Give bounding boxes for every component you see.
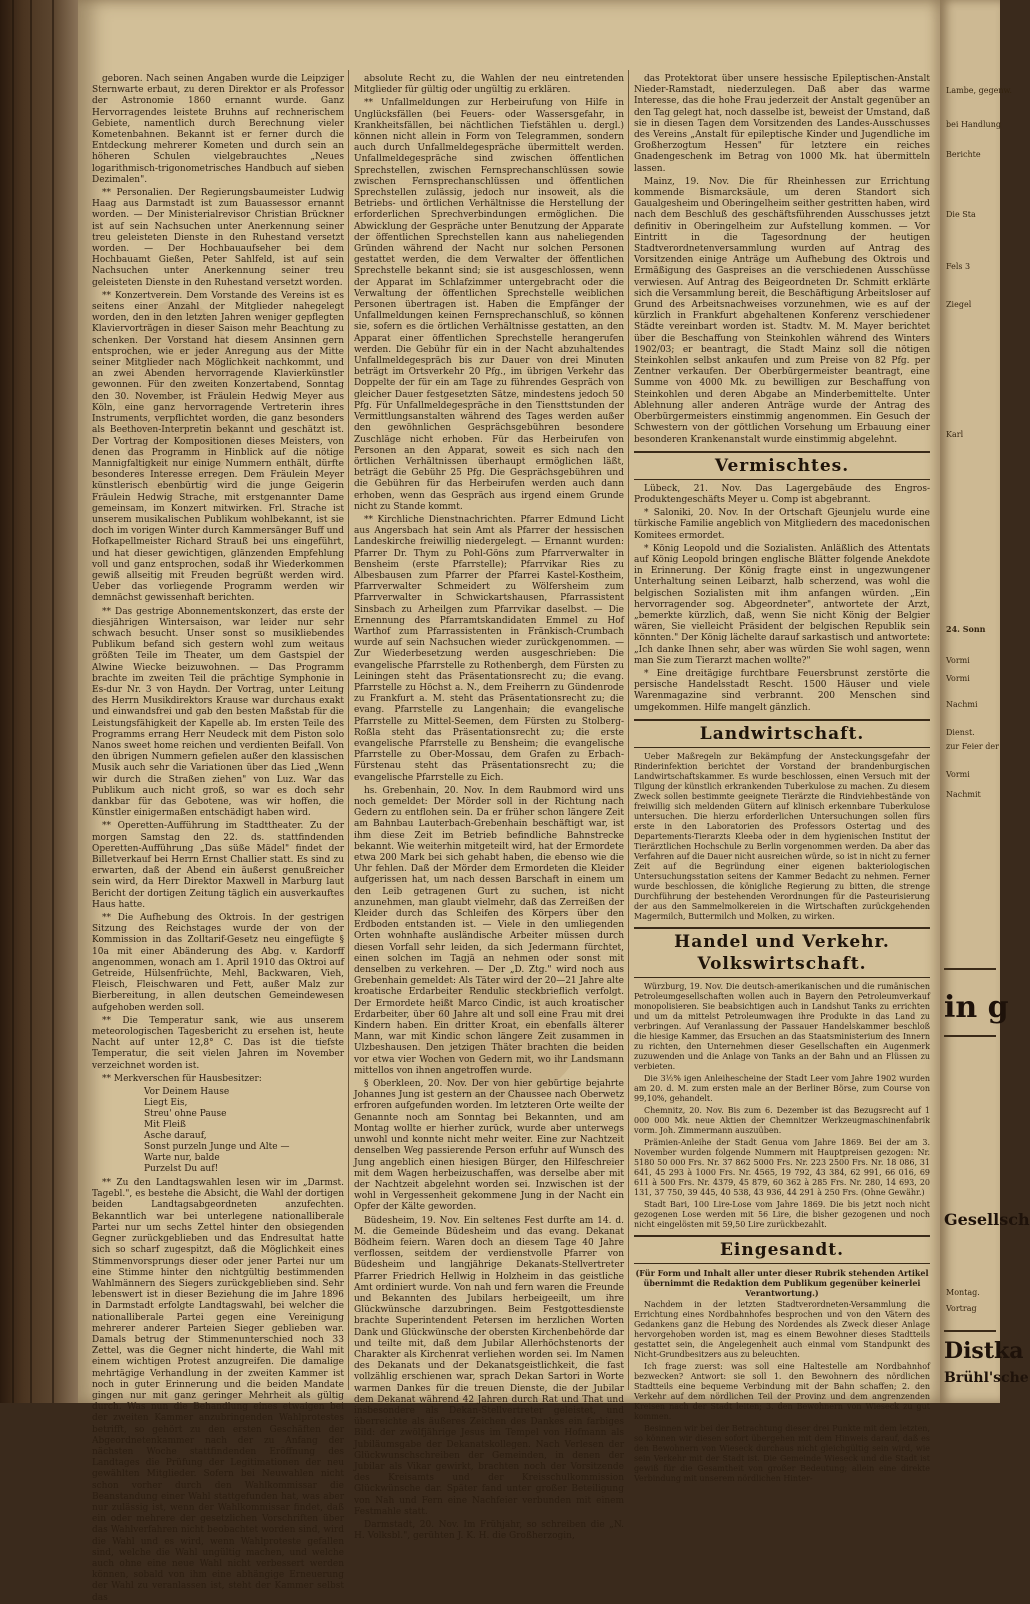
edge-heading: Distka — [944, 1338, 1024, 1364]
section-heading-handel: Handel und Verkehr. Volkswirtschaft. — [634, 927, 930, 978]
article-rinderinfektion: Ueber Maßregeln zur Bekämpfung der Ansteckungsgefahr der Rinderinfektion berichtet der Vorstand der brandenburgischen Landwirtschaftskammer. Es wurde beschlossen, einen Versuch mit der Tilgung der künstlich erkrankenden Tuberkulose zu machen. Zu diesem Zweck sollen bestimmte geeignete Tierärzte die Rindviehbestände von freiwillig sich meldenden Gütern auf klinisch erkennbare Tuberkulose untersuchen. Die hierzu erforderlichen Untersuchungen sollen fürs erste in den Laboratorien des Professors Ostertag und des Departements-Tierarzts Kleeba oder in dem hygienischen Institut der Tierärztlichen Hochschule zu Berlin vorgenommen werden. Da aber das Verfahren auf die Dauer nicht ausreichen würde, so ist in nicht zu ferner Zeit auf die Begründung einer eigenen bakteriologischen Untersuchungsstation seitens der Kammer Bedacht zu nehmen. Ferner wurde beschlossen, die königliche Regierung zu bitten, die strenge Durchführung der bestehenden Verordnungen für die Pasteurisierung der aus den Sammelmolkereien in die Wirtschaften zurückgehenden Magermilch, Buttermilch und Molken, zu wirken. — [634, 751, 931, 921]
article-feuersbrunst: * Eine dreitägige furchtbare Feuersbrunst zerstörte die persische Handelsstadt Rescht. 1500 Häuser und viele Warenmagazine sind verbrannt. 200 Menschen sind umgekommen. Hilfe mangelt gänzlich. — [634, 668, 930, 713]
article-grebenhain: hs. Grebenhain, 20. Nov. In dem Raubmord wird uns noch gemeldet: Der Mörder soll in der Richtung nach Gedern zu entflohen sein. Da er früher schon längere Zeit am Bahnbau Lauterbach-Grebenhain beschäftigt war, ist ihm diese Zeit im Betrieb befindliche Bahnstrecke bekannt. Wie weiterhin mitgeteilt wird, hat der Ermordete etwa 200 Mark bei sich gehabt haben, die ebenso wie die Uhr fehlen. Daß der Mörder dem Ermordeten die Kleider aufgerissen hat, um nach dessen Barschaft in einem um den Leib getragenen Gurt zu suchen, ist nicht anzunehmen, man glaubt vielmehr, daß das Zerreißen der Kleider durch das Schleifen des Körpers über den Erdboden entstanden ist. — Viele in den umliegenden Orten wohnhafte ausländische Arbeiter müssen durch diesen Vorfall sehr leiden, da sich Jedermann fürchtet, einen solchen im Tagjä an nehmen oder sonst mit denselben zu verkehren. — Der „D. Ztg." wird noch aus Grebenhain gemeldet: Als Täter wird der 20—21 Jahre alte kroatische Erdarbeiter Rendulic steckbrieflich verfolgt. Der Ermordete heißt Marco Cindic, ist auch kroatischer Erdarbeiter, über 60 Jahre alt und soll eine Frau mit drei Kindern haben. Ein dritter Kroat, ein ebenfalls älterer Mann, war mit Kindic schon längere Zeit zusammen in Ulzbeshausen. Den jetzigen Thäter brachten die beiden vor etwa vier Wochen von Gedern mit, wo ihr Landsmann mittellos von ihnen angetroffen wurde. — [354, 785, 624, 1076]
poem-line: Purzelst Du auf! — [144, 1164, 219, 1175]
column-rule — [628, 70, 629, 1390]
edge-rule — [944, 1035, 996, 1037]
edge-rule — [944, 968, 996, 970]
edge-text: 24. Sonn — [946, 624, 986, 634]
article-merkverschen: ** Merkverschen für Hausbesitzer: — [102, 1073, 262, 1084]
adjacent-page-edge — [940, 0, 1030, 1403]
article-personalien: ** Personalien. Der Regierungsbaumeister Ludwig Haag aus Darmstadt ist zum Bauassessor ernannt worden. — Der Ministerialrevisor Christian Brückner ist auf sein Nachsuchen unter Anerkennung seiner treu geleisteten Dienste in den Ruhestand versetzt worden. — Der Hochbauaufseher bei dem Hochbauamt Gießen, Peter Sahlfeld, ist auf sein Nachsuchen unter Anerkennung seiner treu geleisteten Dienste in den Ruhestand versetzt worden. — [92, 188, 344, 288]
section-heading-landwirtschaft: Landwirtschaft. — [634, 719, 930, 748]
article-darmstadt: Darmstadt, 20. Nov. Im Frühjahr, so schreiben die „N. H. Volksbl.", gerühten J. K. H. die Großherzogin, — [354, 1520, 624, 1542]
edge-text: Berichte — [946, 150, 981, 159]
article-nordbahnhof-1: Nachdem in der letzten Stadtverordneten-Versammlung die Errichtung eines Nordbahnhofes besprochen und von den Vätern des Gedankens ganz die Hebung des Nordendes als Zweck dieser Anlage hervorgehoben worden ist, mag es einem Bewohner dieses Stadtteils gestattet sein, die Angelegenheit auch einmal vom Standpunkt des Nicht-Grundbesitzers aus zu beleuchten. — [634, 1299, 930, 1359]
article-kirchliche-dienstnachrichten: ** Kirchliche Dienstnachrichten. Pfarrer Edmund Licht aus Angersbach hat sein Amt als Pfarrer der hessischen Landeskirche freiwillig niedergelegt. — Ernannt wurden: Pfarrer Dr. Thym zu Pohl-Göns zum Pfarrverwalter in Bensheim (erste Pfarrstelle); Pfarrvikar Ries zu Albesbausen zum Pfarrer der Pfarrei Kastel-Kostheim, Pfarrverwalter Schmeidert zu Wölfersheim zum Pfarrverwalter in Schwickartshausen, Pfarrassistent Sinsbach zu Arheilgen zum Pfarrvikar daselbst. — Die Ernennung des Pfarramtskandidaten Emmel zu Hof Warthof zum Pfarrassistenten in Fränkisch-Crumbach wurde auf sein Nachsuchen wieder zurückgenommen. — Zur Wiederbesetzung werden ausgeschrieben: Die evangelische Pfarrstelle zu Rothenbergh, dem Fürsten zu Leiningen steht das Präsentationsrecht zu; die evang. Pfarrstelle zu Höchst a. N., dem Freiherrn zu Gündenrode zu Frankfurt a. M. steht das Präsentationsrecht zu; die evang. Pfarrstelle zu Langenhain; die evangelische Pfarrstelle zu Mittel-Seemen, dem Fürsten zu Stolberg-Roßla steht das Präsentationsrecht zu; die erste evangelische Pfarrstelle zu Bensheim; die evangelische Pfarrstelle zu Ober-Mossau, dem Grafen zu Erbach-Fürstenau steht das Präsentationsrecht zu; die evangelische Pfarrstelle zu Eich. — [354, 514, 624, 783]
newspaper-page — [78, 0, 940, 1603]
article-anleihescheine-leer: Die 3½% igen Anleihescheine der Stadt Leer vom Jahre 1902 wurden am 20. d. M. zum ersten male an der Berliner Börse, zum Course von 99,10%, gehandelt. — [634, 1073, 930, 1103]
article-temperatur: ** Die Temperatur sank, wie aus unserem meteorologischen Tagesbericht zu ersehen ist, heute Nacht auf unter 12,8° C. Das ist die tiefste Temperatur, die seit vielen Jahren im November verzeichnet worden ist. — [92, 1015, 344, 1071]
article-bruhns-ending: geboren. Nach seinen Angaben wurde die Leipziger Sternwarte erbaut, zu deren Direktor er als Professor der Astronomie 1860 ernannt wurde. Ganz Hervorragendes leistete Bruhns auf rechnerischem Gebiete, namentlich durch Berechnung vieler Kometenbahnen. Bekannt ist er ferner durch die Entdeckung mehrerer Kometen und durch sein an höheren Schulen vielgebrauchtes „Neues logarithmisch-trigonometrisches Handbuch auf sieben Dezimalen". — [92, 74, 344, 185]
article-wuerzburg: Würzburg, 19. Nov. Die deutsch-amerikanischen und die rumänischen Petroleumgesellschaften wollen auch in Bayern den Petroleumverkauf monopolisieren. Sie beabsichtigen auch in Landshut Tanks zu errichten und um da mittelst Petroleumwagen ihre Produkte in das Land zu verbringen. Auf Veranlassung der Passauer Handelskammer beschloß die hiesige Kammer, das Ersuchen an das Staatsministerium des Innern zu richten, den Unternehmen dieser Gesellschaften ein Augenmerk zuzuwenden und die Anlage von Tanks an der Bahn und an Flüssen zu verbieten. — [634, 981, 930, 1071]
article-oktrois: ** Die Aufhebung des Oktrois. In der gestrigen Sitzung des Reichstages wurde der von der Kommission in das Zolltarif-Gesetz neu eingefügte § 10a mit einer Abänderung des Abg. v. Kardorff angenommen, wonach am 1. April 1910 das Oktroi auf Getreide, Hülsenfrüchte, Mehl, Backwaren, Vieh, Fleisch, Fleischwaren und Fett, außer Malz zur Bierbereitung, in allen deutschen Gemeindewesen aufgehoben werden soll. — [92, 913, 344, 1013]
article-konzertverein: ** Konzertverein. Dem Vorstande des Vereins ist es seitens einer Anzahl der Mitglieder nahegelegt worden, den in den letzten Jahren weniger gepflegten Klaviervorträgen in dieser Saison mehr Beachtung zu schenken. Der Vorstand hat diesem Ansinnen gern entsprochen, wie er jeder Anregung aus der Mitte seiner Mitglieder nach Möglichkeit nachkommt, und an zwei Abenden hervorragende Klavierkünstler gewonnen. Für den zweiten Konzertabend, Sonntag den 30. November, ist Fräulein Hedwig Meyer aus Köln, eine ganz hervorragende Vertreterin ihres Instruments, verpflichtet worden, die ganz besonders als Beethoven-Interpretin bekannt und geschätzt ist. Der Vortrag der Kompositionen dieses Meisters, von denen das Programm in Hinblick auf die nötige Mannigfaltigkeit nur einige Nummern enthält, dürfte besonderes Interesse erregen. Dem Fräulein Meyer künstlerisch ebenbürtig wird die junge Geigerin Fräulein Hedwig Strache, mit erstgenannter Dame gemeinsam, im Konzert mitwirken. Frl. Strache ist unserem musikalischen Publikum wohlbekannt, ist sie doch im vorigen Winter durch Kammersänger Buff und Hofkapellmeister Richard Strauß bei uns eingeführt, und hat dieser gewichtigen, glänzenden Empfehlung voll und ganz entsprochen, sodaß ihr Wiederkommen gewiß allseitig mit Freuden begrüßt werden wird. Ueber das vorliegende Programm werden wir demnächst gewissenhaft berichten. — [92, 290, 344, 604]
article-nordbahnhof-3: Besinnen wir bei der Betrachtung dieser drei Punkte mit dem letzten, so können wir diesen sofort übergehen mit dem Hinweis darauf, daß es den Bewohnern von Wieseck durchaus nicht gleichgültig sein wird, wie sein Verkehr mit der Stadt ist. Die Gemeinde Wieseck und die Stadt ist gewiß für die Gesamtheit von großer Bedeutung; allein eine direkte Verbindung mit unserem nördlichen Hinter- — [634, 1423, 930, 1483]
poem-line: Liegt Eis, — [144, 1098, 188, 1109]
article-abonnementskonzert: ** Das gestrige Abonnementskonzert, das erste der diesjährigen Wintersaison, war leider nur sehr schwach besucht. Unser sonst so musikliebendes Publikum befand sich gestern wohl zum weitaus größten Teile im Theater, um dem Gastspiel der Alwine Wiecke beizuwohnen. — Das Programm brachte im zweiten Teil die prächtige Symphonie in Es-dur Nr. 3 von Haydn. Der Vortrag, unter Leitung des Herrn Musikdirektors Krause war durchaus exakt und einwandsfrei und gab den besten Maßstab für die Leistungsfähigkeit der Kapelle ab. Im ersten Teile des Programms errang Herr Neudeck mit dem Piston solo Nanos sweet home reichen und verdienten Beifall. Von den übrigen Nummern gefielen außer den klassischen Musik auch sehr die Variationen über das Lied „Wenn wir durch die Straßen ziehen" von Luz. War das Publikum auch nicht groß, so war es doch sehr dankbar für das Gebotene, was wir hoffen, die Künstler einigermaßen entschädigt haben wird. — [92, 606, 344, 819]
poem-line: Mit Fleiß — [144, 1120, 186, 1131]
edge-text: Nachmit — [946, 790, 981, 799]
poem-line: Vor Deinem Hause — [144, 1087, 230, 1098]
article-unfallmeldungen: ** Unfallmeldungen zur Herbeirufung von Hilfe in Unglücksfällen (bei Feuers- oder Wassersgefahr, in Krankheitsfällen, bei nächtlichen Tiefstählen u. dergl.) können nicht allein in Form von Telegrammen, sondern auch durch Unfallmeldegespräche übermittelt werden. Unfallmeldegespräche sind zwischen öffentlichen Sprechstellen, zwischen Fernsprechanschlüssen sowie zwischen Fernsprechanschlüssen und öffentlichen Sprechstellen zulässig, jedoch nur insoweit, als die Betriebs- und örtlichen Verhältnisse die Herstellung der erforderlichen Sprechverbindungen ermöglichen. Die Abwicklung der Gespräche unter Benutzung der Apparate der öffentlichen Sprechstellen kann aus naheliegenden Gründen während der Nacht nur solchen Personen gestattet werden, die dem Verwalter der öffentlichen Sprechstelle bekannt sind; sie ist ausgeschlossen, wenn der Apparat im Schlafzimmer untergebracht oder die Verwaltung der öffentlichen Sprechstelle weiblichen Personen übertragen ist. Haben die Empfänger der Unfallmeldungen keinen Fernsprechanschluß, so können sie, sofern es die örtlichen Verhältnisse gestatten, an den Apparat einer öffentlichen Sprechstelle herangerufen werden. Die Gebühr für ein in der Nacht abzuhaltendes Unfallmeldegespräch bis zur Dauer von drei Minuten beträgt im Ortsverkehr 20 Pfg., im übrigen Verkehr das Doppelte der für ein am Tage zu führendes Gespräch von gleicher Dauer festgesetzten Sätze, mindestens jedoch 50 Pfg. Für Unfallmeldegespräche in den Tiensttstunden der Vermittlungsanstalten während des Tages werden außer den gewöhnlichen Gesprächsgebühren besondere Zuschläge nicht erhoben. Für das Herbeirufen von Personen an den Apparat, soweit es sich nach den örtlichen Verhältnissen überhaupt ermöglichen läßt, beträgt die Gebühr 25 Pfg. Die Gesprächsgebühren und die Gebühren für das Herbeirufen werden auch dann erhoben, wenn das Gespräch aus irgend einem Grunde nicht zu Stande kommt. — [354, 98, 624, 512]
edge-text: bei Handlung — [946, 120, 1001, 129]
edge-text: Vormi — [946, 674, 970, 683]
article-nordbahnhof-2: Ich frage zuerst: was soll eine Haltestelle am Nordbahnhof bezwecken? Antwort: sie soll 1. den Bewohnern des nördlichen Stadtteils eine bequeme Verbindung mit der Bahn schaffen; 2. den Verkehr auf dem nördlichen Teil der Provinz und dem angrenzenden Kreisen nach der Stadt leiten; 3. den Bewohnern von Wieseck zu gut kommen. — [634, 1361, 930, 1421]
article-luebeck: Lübeck, 21. Nov. Das Lagergebäude des Engros-Produktengeschäfts Meyer u. Comp ist abgebrannt. — [634, 483, 930, 505]
edge-text: Karl — [946, 430, 964, 439]
edge-text: Vormi — [946, 770, 970, 779]
column-3 — [634, 74, 931, 1483]
article-wahlen-ending: absolute Recht zu, die Wahlen der neu eintretenden Mitglieder für gültig oder ungültig zu erklären. — [354, 74, 624, 96]
article-operetten: ** Operetten-Aufführung im Stadttheater. Zu der morgen Samstag den 22. ds. stattfindenden Operetten-Aufführung „Das süße Mädel" findet der Billetverkauf bei Herrn Ernst Challier statt. Es sind zu erwarten, daß der Abend ein äußerst genußreicher sein wird, da Herr Direktor Maxwell in Marburg laut Bericht der dortigen Zeitung täglich ein ausverkauftes Haus hatte. — [92, 821, 344, 910]
book-binding — [0, 0, 78, 1403]
edge-text: Montag. — [946, 1288, 980, 1297]
article-protektorat: das Protektorat über unsere hessische Epileptischen-Anstalt Nieder-Ramstadt, niederzulegen. Daß aber das warme Interesse, das die hohe Frau jederzeit der Anstalt gegenüber an den Tag gelegt hat, noch dasselbe ist, beweist der Umstand, daß sie in diesen Tagen dem Vorsitzenden des Landes-Ausschusses des Vereins „Anstalt für epileptische Kinder und Jugendliche im Großherzogtum Hessen" für letztere ein reiches Gnadengeschenk im Betrag von 1000 Mk. hat übermitteln lassen. — [634, 74, 930, 174]
poem-line: Sonst purzeln Junge und Alte — — [144, 1142, 290, 1153]
edge-heading: Gesellsch — [944, 1210, 1030, 1229]
column-rule — [348, 70, 349, 1390]
article-mainz: Mainz, 19. Nov. Die für Rheinhessen zur Errichtung kommende Bismarcksäule, um deren Standort sich Gaualgesheim und Oberingelheim seither gestritten haben, wird nach dem Beschluß des geschäftsführenden Ausschusses jetzt definitiv in Oberingelheim zur Aufstellung kommen. — Vor Eintritt in die Tagesordnung der heutigen Stadtverordnetenversammlung wurden auf Antrag des Vorsitzenden einige Anträge um Aufhebung des Oktrois und Ermäßigung des Gaspreises an die verschiedenen Ausschüsse verwiesen. Auf Antrag des Beigeordneten Dr. Schmitt erklärte sich die Versammlung bereit, die Beschäftigung Arbeitsloser auf Grund des Arbeitsnachweises vorzunehmen, wie es auf der kürzlich in Frankfurt abgehaltenen Konferenz verschiedener Städte vereinbart worden ist. Stadtv. M. M. Mayer berichtet über die Beschaffung von Steinkohlen während des Winters 1902/03; er beantragt, die Stadt Mainz soll die nötigen Steinkohlen selbst ankaufen und zum Preise von 82 Pfg. per Zentner verkaufen. Der Oberbürgermeister beantragt, eine Summe von 4000 Mk. zu bewilligen zur Beschaffung von Steinkohlen und deren Abgabe an Minderbemittelte. Unter Ablehnung aller anderen Anträge wurde der Antrag des Oberbürgermeisters einstimmig angenommen. Ein Gesuch der Schwestern von der göttlichen Vorsehung um Erbauung einer besonderen Krankenanstalt wurde einstimmig abgelehnt. — [634, 176, 930, 445]
eingesandt-disclaimer: (Für Form und Inhalt aller unter dieser Rubrik stehenden Artikel übernimmt die Redaktion dem Publikum gegenüber keinerlei Verantwortung.) — [635, 1267, 929, 1298]
article-chemnitz: Chemnitz, 20. Nov. Bis zum 6. Dezember ist das Bezugsrecht auf 1 000 000 Mk. neue Aktien der Chemnitzer Werkzeugmaschinenfabrik vorm. Joh. Zimmermann auszuüben. — [634, 1105, 930, 1135]
edge-text: Die Sta — [946, 210, 976, 219]
article-landtagswahlen: ** Zu den Landtagswahlen lesen wir im „Darmst. Tagebl.", es bestehe die Absicht, die Wahl der dortigen beiden Landtagsabgeordneten anzufechten. Bekanntlich war bei unterlegene nationalliberale Partei nur um sechs Zettel hinter den obsiegenden Gegner zurückgeblieben und das Endresultat hatte sich so scharf zugespitzt, daß die Möglichkeit eines Stimmenvorsprungs dieser oder jener Partei nur um eine Stimme hinter den nichtgültig bestimmenden Wahlmännern des Siegers zurückgeblieben sind. Sehr lebenswert ist in dieser Beziehung die im Jahre 1896 in Darmstadt erfolgte Landtagswahl, bei welcher die nationalliberale Partei gegen eine Vereinigung mehrerer anderer Parteien Sieger geblieben war. Damals betrug der Stimmenunterschied noch 33 Zettel, was die Gegner nicht hinderte, die Wahl mit einem wichtigen Protest anzugreifen. Die damalige mehrtägige Verhandlung in der zweiten Kammer ist noch in guter Erinnerung und die beiden Mandate gingen nur mit ganz geringer Mehrheit als gültig durch. Was nun die Behandlung eines etwaigen bei der zweiten Kammer anzubringenden Wahlprotestes betrifft, so gehört zu den ersten Geschäften der Abgeordnetenkammer nach der zu Anfang der nächsten Woche stattfindenden Eröffnung des Landtages die Prüfung der Legitimationen der neu gewählten Mitglieder. Sofern bei Neuwahlen nicht schon vorher durch den Wahlkommissar die Beanstandung einer Wahl stattgefunden hat, was aber nur zulässig ist, wenn der Wahlkommissar findet, daß ein oder mehrere der gesetzlichen Vorschriften über das Wahlverfahren nicht beobachtet worden sind, wird die Wahl und es wird, wenn Wahlproteste gefallen sind, welche die Wahl ungültig machen, und welche auch ohne eine neue Wahl nicht verbessert werden können, sobald von ihm eine abhängige Erneuerung der Wahl zu veranlassen ist, steht der Kammer selbst das — [92, 1178, 344, 1603]
edge-heading: Brühl'sche — [944, 1370, 1029, 1386]
article-saloniki: * Saloniki, 20. Nov. In der Ortschaft Gjeunjelu wurde eine türkische Familie angeblich von Mitgliedern des macedonischen Komitees ermordet. — [634, 508, 930, 541]
edge-text: Fels 3 — [946, 262, 971, 271]
section-heading-vermischtes: Vermischtes. — [634, 451, 930, 480]
edge-text: Vormi — [946, 656, 970, 665]
article-praemien-anleihe-genua: Prämien-Anleihe der Stadt Genua vom Jahre 1869. Bei der am 3. November wurden folgende Nummern mit Hauptpreisen gezogen: Nr. 5180 50 000 Frs. Nr. 37 862 5000 Frs. Nr. 223 2500 Frs. Nr. 18 086, 31 641, 45 293 à 1000 Frs. Nr. 4565, 19 792, 43 384, 62 991, 66 016, 69 611 à 500 Frs. Nr. 4379, 45 879, 60 362 à 285 Frs. Nr. 280, 14 693, 20 131, 37 750, 39 445, 40 538, 43 936, 44 291 à 250 Frs. (Ohne Gewähr.) — [634, 1137, 930, 1197]
poem — [92, 1087, 344, 1175]
article-oberkleen: § Oberkleen, 20. Nov. Der von hier gebürtige bejahrte Johannes Jung ist gestern an der Chaussee nach Oberwetz erfroren aufgefunden worden. Im letzteren Orte weilte der Genannte noch am Sonntag bei Bekannten, und am Montag wollte er hierher zurück, wurde aber unterwegs unwohl und konnte nicht mehr weiter. Eine zur Nachtzeit denselben Weg passierende Person erfuhr auf Wunsch des Jung angeblich einen hiesigen Bürger, den Hilfeschreier mit dem Wagen herbeizuschaffen, was derselbe aber mit der Nachtzeit abgelehnt worden sei. Inzwischen ist der wohl in Vergessenheit gekommene Jung in der Nacht ein Opfer der Kälte geworden. — [354, 1079, 624, 1213]
article-buedesheim: Büdesheim, 19. Nov. Ein seltenes Fest durfte am 14. d. M. die Gemeinde Büdesheim und das evang. Dekanat Bödheim feiern. Waren doch an diesem Tage 40 Jahre verflossen, seitdem der verdienstvolle Pfarrer von Büdesheim und langjährige Dekanats-Stellvertreter Pfarrer Friedrich Hellwig in Holzheim in das geistliche Amt ordiniert wurde. Von nah und fern waren die Freunde und Bekannten des Jubilars herbeigeeilt, um ihre Glückwünsche darzubringen. Beim Festgottesdienste brachte Superintendent Petersen im herzlichen Worten Dank und Glückwünsche der obersten Kirchenbehörde dar und teilte mit, daß dem Jubilar Allerhöchstenorts der Charakter als Kirchenrat verliehen worden sei. Im Namen des Dekanats und der Dekanatsgeistlichkeit, die fast vollzählig erschienen war, sprach Dekan Sartori in Worte warmen Dankes für die treuen Dienste, die der Jubilar dem Dekanat während 42 Jahren durch Rat und That und insbesondere als Dekan-Stellvertreter geleistet, und überreichte als äußeres Zeichen des Dankes ein farbiges Bild: der zwölfjährige Jesus im Tempel von Hofmann als Jubiläumsgabe der Dekanatskollegen. Nach Verlesen der Glückwunschschreiben der Gemeinden, in denen der Jubilar als Vikar gewirkt, brachten noch der Vorsitzende des Kreisamts und der Kreisschulkommission Glückwünsche dar. Später fand unter großer Beteiligung von Nah und Fern eine Nachfeier verbunden mit einem Festmahle statt. — [354, 1215, 624, 1517]
edge-text: zur Feier der — [946, 742, 999, 751]
edge-text: Nachmi — [946, 700, 978, 709]
edge-text: Vortrag — [946, 1304, 977, 1313]
edge-text: Ziegel — [946, 300, 972, 309]
article-koenig-leopold: * König Leopold und die Sozialisten. Anläßlich des Attentats auf König Leopold bringen englische Blätter folgende Anekdote in Erinnerung. Der König fragte einst in ungezwungener Unterhaltung seinen Leibarzt, halb scherzend, was wohl die belgischen Sozialisten mit ihm anfangen würden. „Ein hervorragender sog. Abgeordneter", antwortete der Arzt, „bemerkte kürzlich, daß, wenn Sie nicht König der Belgier wären, Sie vielleicht Präsident der belgischen Republik sein könnten." Der König lächelte darauf sarkastisch und antwortete: „Ich danke Ihnen sehr, aber was würden Sie wohl sagen, wenn man Sie zum Tierarzt machen wollte?" — [634, 543, 930, 666]
edge-text: Lambe, gegenw. — [946, 86, 1012, 95]
article-stadt-bari: Stadt Bari, 100 Lire-Lose vom Jahre 1869. Die bis jetzt noch nicht gezogenen Lose werden mit 56 Lire, die bisher gezogenen und noch nicht eingelösten mit 59,50 Lire zurückbezahlt. — [634, 1199, 930, 1229]
poem-line: Warte nur, balde — [144, 1153, 220, 1164]
edge-rule — [944, 1330, 996, 1332]
section-heading-eingesandt: Eingesandt. — [634, 1235, 930, 1264]
column-2 — [354, 74, 624, 1542]
edge-text: Dienst. — [946, 728, 975, 737]
poem-line: Asche darauf, — [144, 1131, 207, 1142]
column-1 — [92, 74, 344, 1603]
edge-heading: in g — [944, 990, 1009, 1025]
poem-line: Streu' ohne Pause — [144, 1109, 227, 1120]
